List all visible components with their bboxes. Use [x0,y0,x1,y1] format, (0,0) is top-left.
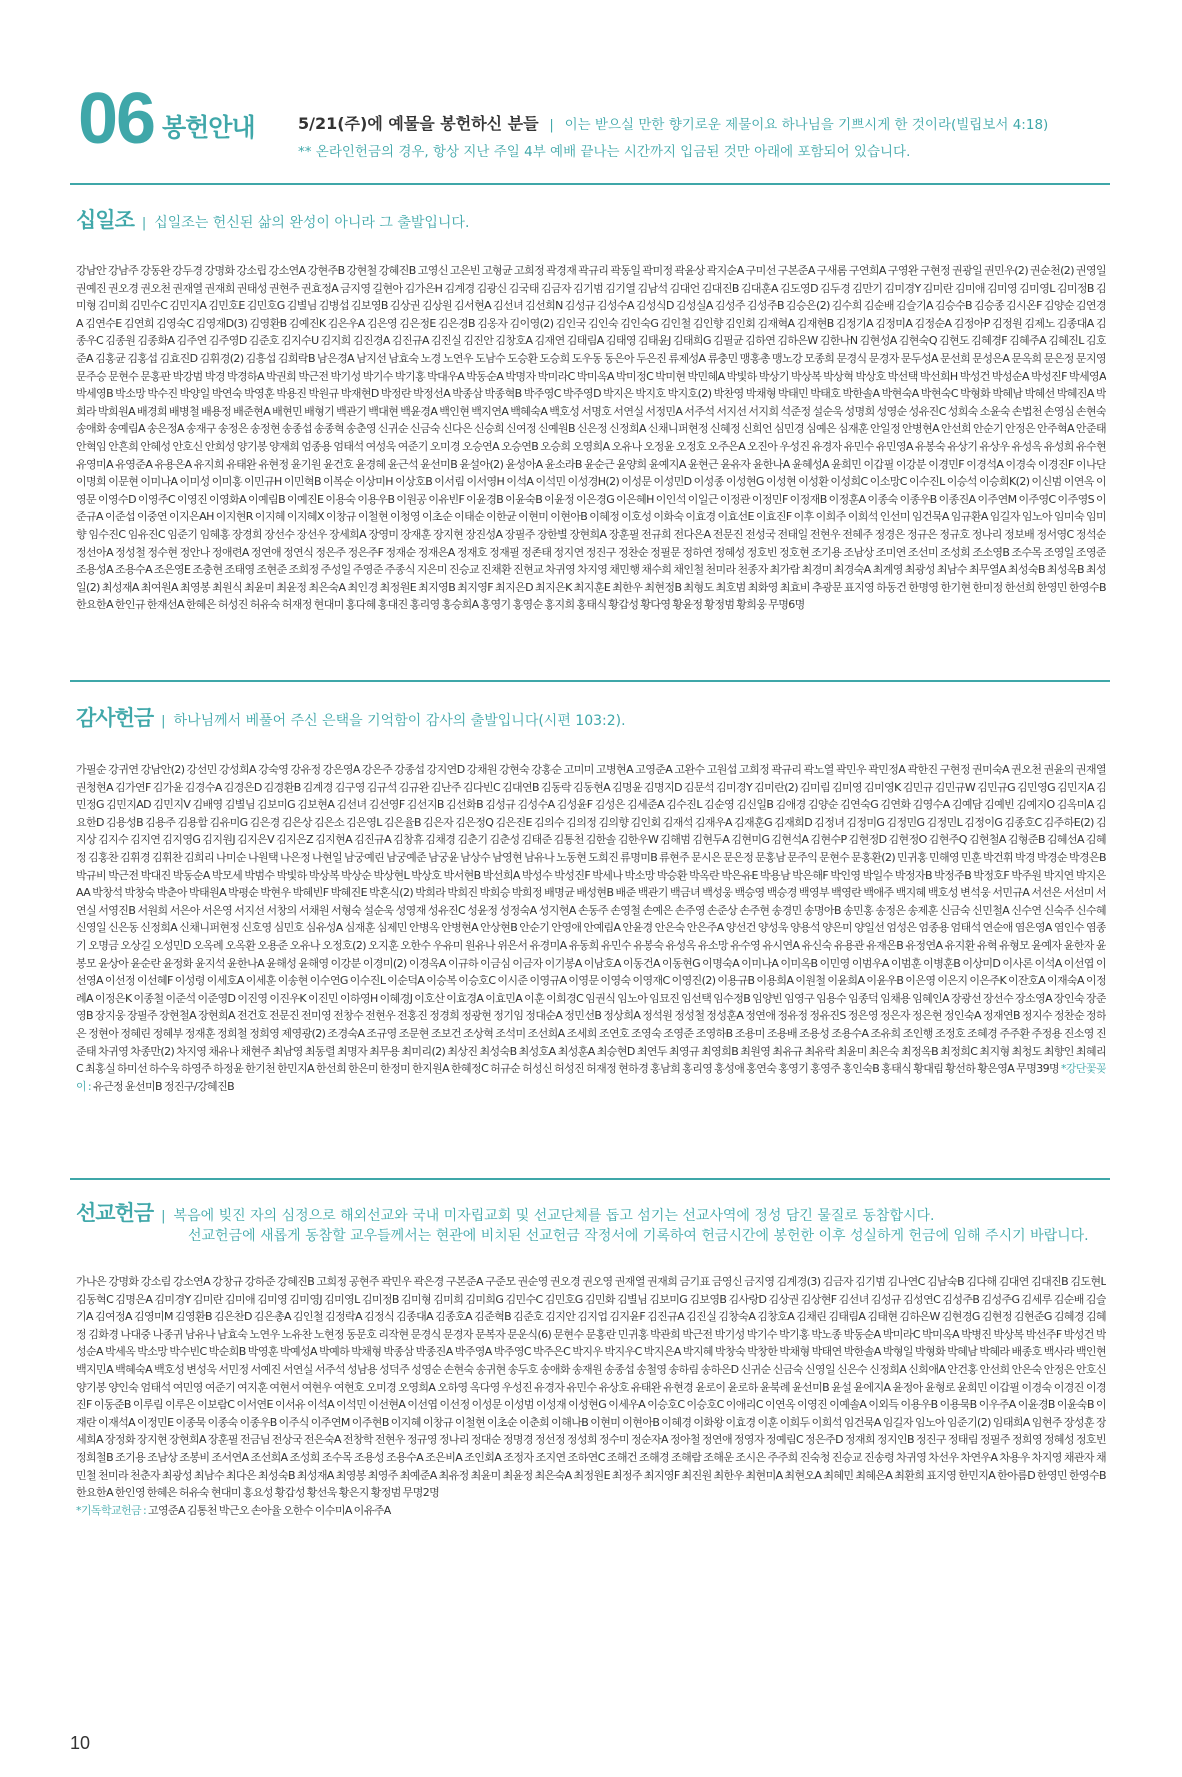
tithe-names: 강남안 강남주 강동완 강두경 강명화 강소립 강소연A 강현주B 강현철 강혜진B 고영신 고은빈 고형균 고희정 곽경재 곽규리 곽동일 곽미정 곽윤상 곽지순A 구미선 구본준A 구새롬 구연희A 구영완 구현정 권광일 권민우(2) 권순천(2) 권영일 권예진 권오경 권오천 권재열 권재희 권태성 권현주 권효정A 금지영 길현아 김가은H 김계경 김광신 김국태 김금자 김기범 김기열 김남석 김대언 김대진B 김대훈A 김도영D 김두경 김만기 김미경Y 김미란 김미애 김미영 김미영L 김미정B 김미형 김미희 김민수C 김민지A 김민호E 김민호G 김별님 김병섭 김보영B 김상권 김상원 김서현A 김선녀 김선희N 김성규 김성수A 김성식D 김성실A 김성주 김성주B 김승은(2) 김수희 김순배 김슬기A 김승수B 김승종 김시온F 김양순 김연경A 김연수E 김연희 김영숙C 김영재D(3) 김영환B 김예진K 김은우A 김은영 김은정E 김은경B 김옹자 김이영(2) 김인국 김인숙 김인숙G 김인철 김인향 김인회 김재혁A 김재현B 김정기A 김정미A 김정순A 김정아P 김정원 김제노 김종대A 김종우C 김종원 김종화A 김주연 김주영D 김준호 김지수U 김지희 김진경A 김진규A 김진실 김진안 김창호A 김재연 김태림A 김태영 김태윤J 김태희G 김필균 김하연 김하은W 김한나N 김현성A 김현숙Q 김현도 김혜경F 김혜주A 김혜진L 김호준A 김홍균 김홍섭 김효진D 김휘경(2) 김흥섭 김희락B 남은경A 남지선 남효숙 노경 노연우 도남수 도승환 도승희 도우동 동은아 두은진 류제성A 류충민 맹홍총 맹노강 모종희 문경식 문경자 문두성A 문선희 문성은A 문옥희 문은정 문지영 문주승 문현수 문홍판 박강범 박경 박경하A 박권희 박근전 박기성 박기수 박기홍 박대우A 박동순A 박명자 박미라C 박미옥A 박미정C 박미현 박민혜A 박빛하 박상기 박상복 박상혁 박상호 박선택 박선희H 박성건 박성순A 박성진F 박세영A 박세영B 박소망 박수진 박양일 박연숙 박영훈 박용진 박원규 박재현D 박정란 박정선A 박종삼 박종혁B 박주영C 박주영D 박지은 박지호 박지호(2) 박찬영 박채형 박태민 박태호 박한솔A 박현숙A 박현숙C 박형화 박혜남 박혜선 박혜진A 박희라 박희원A 배경희 배병철 배용정 배준현A 배현민 배형기 백관기 백대현 백윤경A 백인현 백지연A 백혜숙A 백호성 서명호 서연실 서정민A 서주석 서지선 서지희 석준정 설순욱 성명희 성영순 성유진C 성희숙 소윤숙 손법천 손영심 손현숙 송애화 송예림A 송은정A 송재구 송정은 송정현 송종섭 송종혁 송춘영 신귀순 신금숙 신다은 신승희 신여정 신예원B 신은정 신정희A 신채니퍼현정 신혜정 신희언 심민경 심예은 심재훈 안일정 안병현A 안선희 안순기 안정은 안주혁A 안준태 안혁임 안흔희 안혜성 안호신 안희성 양기봉 양재희 엄종용 엄태석 여성욱 여준기 오미경 오승연A 오승연B 오승희 오영희A 오유나 오정윤 오정호 오주은A 오진아 우성진 유경자 유민수 유민영A 유봉숙 유상기 유상우 유성옥 유성희 유수현 유영미A 유영준A 유용은A 유지희 유태완 유현정 윤기원 윤건호 윤경혜 윤근석 윤선미B 윤설아(2) 윤성아A 윤소라B 윤순근 윤양희 윤예지A 윤현근 윤유자 윤한나A 윤혜성A 윤희민 이갑필 이강분 이경민F 이경석A 이경숙 이경진F 이나단 이명희 이문현 이미나A 이미성 이미홍 이민규H 이민혁B 이복순 이상미H 이상호B 이서림 이서영H 이석A 이석민 이성경H(2) 이성문 이성민D 이성종 이성현G 이성현 이성환 이성희C 이소망C 이수진L 이승석 이승희K(2) 이신범 이연옥 이영문 이영수D 이영주C 이영진 이영화A 이예림B 이예진E 이용숙 이용우B 이원공 이유빈F 이윤경B 이윤숙B 이윤정 이은경G 이은혜H 이인석 이일근 이정관 이정민F 이정재B 이정훈A 이종숙 이종우B 이종진A 이주연M 이주영C 이주영S 이준규A 이준섭 이중연 이지은AH 이지현R 이지혜 이지혜X 이창규 이철현 이청영 이초순 이태순 이한균 이현미 이현아B 이혜정 이호성 이화숙 이효경 이효선E 이효진F 이후 이희주 이희석 인선미 임건묵A 임규환A 임길자 임노아 임미숙 임미향 임수진C 임유진C 임준기 임혜홍 장경희 장선수 장선우 장세희A 장영미 장재훈 장지현 장진성A 장필주 장한별 장현희A 장훈필 전규희 전다은A 전문진 전성국 전태일 전현우 전혜주 정경은 정규은 정규호 정나리 정보배 정서영C 정석순 정선아A 정성철 정수현 정안나 정애련A 정연애 정연식 정은주 정은주F 정재순 정재은A 정재호 정재필 정존태 정지연 정진구 정찬순 정필문 정하연 정혜성 정호빈 정호현 조기용 조남상 조미연 조선미 조성희 조소영B 조수목 조영일 조영준 조용성A 조용수A 조은영E 조충현 조태영 조현준 조희정 주성일 주영준 주종식 지은미 진승교 진채환 진현교 차귀영 차지영 채민행 채수희 채인철 천미라 천종자 최가람 최경미 최경숙A 최계영 최광성 최남수 최무열A 최성숙B 최성옥B 최성일(2) 최성재A 최여원A 최영봉 최원식 최윤미 최윤정 최은숙A 최인경 최정원E 최지영B 최지영F 최지은D 최지은K 최지훈E 최한우 최현정B 최형도 최호범 최화영 최효비 추광문 표지영 하동건 한명영 한기현 한미정 한선희 한영민 한영수B 한요한A 한인규 한재선A 한혜은 허성진 허유숙 허재정 현대미 홍다혜 홍대진 홍리영 홍승희A 홍영기 홍영순 홍지희 홍태식 황갑성 황다영 황윤정 황정범 황희웅 무명6명 [76,264,1106,612]
header-line-1 [298,111,1048,134]
missions-name-list: 가나은 강명화 강소림 강소연A 강창규 강하준 강혜진B 고희정 공현주 곽민우 곽은경 구본준A 구준모 권순영 권오경 권오영 권재열 권재희 금기표 금영신 금지영 김계경(3) 김금자 김기범 김나연C 김남숙B 김다해 김대연 김대진B 김도현L 김동혁C 김명은A 김미경Y 김미란 김미애 김미영 김미영J 김미영L 김미정B 김미형 김미희 김미희G 김민수C 김민호G 김민화 김별님 김보미G 김보영B 김사랑D 김상권 김상현F 김선녀 김성규 김성연C 김성주B 김성주G 김세루 김순배 김슬기A 김여정A 김영미M 김영환B 김은찬D 김은총A 김인철 김정락A 김정식 김종대A 김종호A 김준혁B 김준호 김지안 김지업 김지윤F 김진규A 김진실 김창숙A 김창호A 김채린 김태림A 김태현 김하은W 김현경G 김현정 김현준G 김혜경 김혜정 김화경 나대중 나종귀 남유나 남효숙 노연우 노유찬 노현정 동문호 리작현 문경식 문경자 문복자 문운식(6) 문현수 문홍란 민귀홍 박관희 박근전 박기성 박기수 박기홍 박노종 박동순A 박미라C 박미옥A 박병진 박상복 박선주F 박성건 박성순A 박세옥 박소망 박수빈C 박순희B 박영훈 박예성A 박예하 박채형 박종삼 박종진A 박주영A 박주영C 박주은C 박지우 박지우C 박지은A 박지혜 박창숙 박창한 박채형 박태연 박한솔A 박형일 박형화 박혜남 박혜라 배종호 백사라 백인현 백지민A 백혜숙A 백호성 변성욱 서민정 서예진 서연실 서주석 성남용 성덕주 성영순 손현숙 송귀현 송두호 송애화 송재원 송종섭 송철영 송하림 송하은D 신귀순 신금숙 신영일 신은수 신정희A 신희애A 안건홍 안선희 안은숙 안정은 안호신 양기봉 양인숙 엄태석 여민영 여준기 여지훈 여현서 여현우 여현호 오미경 오영희A 오하영 옥다영 우성진 유경자 유민수 유상호 유태완 유현경 윤로이 윤로하 윤북례 윤선미B 윤설 윤에지A 윤정아 윤형로 윤희민 이갑필 이경숙 이경진 이경진F 이동준B 이루림 이루은 이보람C 이서연E 이서유 이석A 이석민 이선현A 이선엽 이선정 이성문 이성범 이성재 이성현G 이세우A 이승호C 이승호C 이애리C 이연옥 이영진 이예솔A 이외득 이용우B 이용묵B 이우주A 이윤경B 이윤숙B 이재란 이재석A 이정민E 이종묵 이종숙 이종우B 이주식 이주연M 이주현B 이지혜 이창규 이철현 이초순 이춘희 이해나B 이현미 이현아B 이혜경 이화왕 이효경 이훈 이희두 이희석 임건묵A 임길자 임노아 임준기(2) 임태희A 임현주 장성훈 장세희A 장정화 장지현 장현희A 장훈필 전금님 전상국 전은숙A 전창학 전현우 정규영 정나리 정대순 정명경 정선정 정성희 정수미 정순자A 정아철 정연애 정영자 정예림C 정은주D 정재희 정지인B 정진구 정태림 정필주 정희영 정혜성 정호빈 정희철B 조기용 조남상 조봉비 조서연A 조선희A 조성희 조수목 조용성 조용수A 조은비A 조인회A 조정자 조지연 조하연C 조해건 조해경 조해람 조해운 조시은 주주희 진숙청 진승교 진송령 차귀영 차선우 차연우A 차용우 차지영 채관자 채민철 천미라 천춘자 최광성 최남수 최다은 최성숙B 최성재A 최영봉 최영주 최예준A 최유정 최윤미 최윤정 최은숙A 최정원E 최정주 최지영F 최진원 최한우 최현미A 최현오A 최혜민 최혜은A 최환희 표지영 한민지A 한아름D 한영민 한영수B 한요한A 한인영 한혜은 허유숙 현대미 홍요성 황갑성 황선욱 황은지 황정범 무명2명 [76,1275,1106,1500]
flower-note: 유근정 윤선미B 정진구/강혜진B [92,1079,235,1093]
thanks-names [76,761,1106,1161]
flower-note-label: *강단꽃꽂이 : [76,1062,1106,1093]
tithe-heading [76,204,469,234]
missions-description: 복음에 빚진 자의 심정으로 해외선교와 국내 미자립교회 및 선교단체를 돕고 섬기는 선교사역에 정성 담긴 물질로 동참합시다. [173,1208,935,1224]
missions-separator: | [161,1209,166,1224]
divider [70,680,1110,682]
school-note-label: *기독학교헌금 : [76,1503,147,1517]
page-number: 10 [70,1733,91,1753]
thanks-separator: | [161,714,166,729]
missions-names [76,1273,1106,1715]
missions-heading [76,1197,934,1227]
thanks-description: 하나님께서 베풀어 주신 은택을 기억함이 감사의 출발입니다(시편 103:2). [173,713,626,729]
missions-description-2: 선교헌금에 새롭게 동참할 교우들께서는 현관에 비치된 선교헌금 작정서에 기록하여 헌금시간에 봉헌한 이후 성실하게 헌금에 임해 주시기 바랍니다. [188,1228,1089,1244]
tithe-description: 십일조는 헌신된 삶의 완성이 아니라 그 출발입니다. [154,215,470,231]
page-header [78,79,1108,183]
thanks-heading [76,702,626,732]
header-note: ** 온라인헌금의 경우, 항상 지난 주일 4부 예배 끝나는 시간까지 입금된 것만 아래에 포함되어 있습니다. [298,144,911,160]
divider [70,1178,1110,1180]
header-verse: 이는 받으실 만한 향기로운 제물이요 하나님을 기쁘시게 한 것이라(빌립보서 4:18) [564,117,1049,133]
section-title: 봉헌안내 [162,113,255,142]
section-number: 06 [78,79,155,159]
thanks-name-list: 가필순 강귀연 강남안(2) 강선민 강성희A 강숙영 강유정 강은영A 강은주 강종섭 강지연D 강채원 강현숙 강홍순 고미미 고병현A 고영준A 고완수 고원섭 고희정 곽규리 곽노열 곽민우 곽민정A 곽한진 구현정 권미숙A 권오천 권윤의 권재열 권청현A 김가연F 김가윤 김경수A 김경은D 김경환B 김계경 김구영 김규석 김규완 김난주 김다빈C 김대연B 김동락 김동현A 김명윤 김명지D 김문석 김미경Y 김미란(2) 김미림 김미영 김미영K 김민규 김민규W 김민규G 김민영G 김민지A 김민정G 김민지AD 김민지V 김배영 김별님 김보미G 김보현A 김선녀 김선영F 김선지B 김선화B 김성규 김성수A 김성윤F 김성은 김세준A 김수진L 김순영 김신일B 김애경 김양순 김연숙G 김연화 김영수A 김예담 김예빈 김예지O 김옥미A 김요한D 김용성B 김용주 김용함 김유미G 김은경 김은상 김은소 김은영L 김은율B 김은자 김은정Q 김은진E 김의수 김의정 김의향 김인회 김재석 김재우A 김재훈G 김재희D 김정녀 김정미G 김정민G 김정민L 김정이G 김종호C 김주하E(2) 김지상 김지수 김지연 김지영G 김지원J 김지은V 김지은Z 김지현A 김진규A 김창휴 김채경 김춘기 김춘성 김태준 김통천 김한솔 김한우W 김해범 김현두A 김현미G 김현석A 김현수P 김현정D 김현정O 김현주Q 김현철A 김형준B 김혜선A 김혜정 김홍찬 김휘경 김휘찬 김희리 나미순 나원택 나은정 나현일 남궁예린 남궁예준 남궁윤 남상수 남영현 남유나 노동현 도희진 류명미B 류현주 문시은 문은정 문홍남 문주익 문현수 문홍환(2) 민귀홍 민해영 민훈 박건휘 박경 박경순 박경은B 박규비 박근전 박대진 박동순A 박모세 박범수 박빛하 박상복 박상순 박상현L 박상호 박서현B 박선희A 박성수 박성진F 박세나 박소망 박승환 박옥란 박은유E 박용남 박은해F 박인영 박일수 박정자B 박정주B 박정호F 박주원 박지연 박지은AA 박창석 박창숙 박춘아 박태원A 박평순 박현우 박혜빈F 박혜진E 박혼식(2) 박희라 박희진 박희승 박희정 배명균 배성현B 배준 백관기 백금녀 백성웅 백승영 백승경 백영부 백영란 백애주 백지혜 백호성 변석웅 서민규A 서선은 서선미 서연실 서영진B 서원희 서은아 서은영 서지선 서창의 서채원 서형숙 설순욱 성영재 성유진C 성윤정 성정숙A 성지현A 손동주 손영철 손예은 손주영 손준상 손주현 송경민 송명아B 송민홍 송정은 송제훈 신금숙 신민철A 신수연 신숙주 신수혜 신영일 신은동 신정희A 신채니퍼현정 신호영 심민호 심유성A 심재훈 심제민 안병옥 안병현A 안상현B 안순기 안영애 안예림A 안윤경 안은숙 안은주A 양선건 양성욱 양용석 양은미 양일선 엄성은 엄종용 엄태석 연순애 염은영A 염인수 염종기 오명금 오상길 오성민D 오옥례 오옥환 오용준 오유나 오정호(2) 오지훈 오한수 우유미 원유나 위은서 유경미A 유동희 유민수 유봉숙 유성옥 유소망 유수영 유시연A 유신숙 유용관 유재은B 유정연A 유지환 유혁 유형모 윤예자 윤한자 윤봉모 윤상아 윤순란 윤정화 윤지석 윤한나A 윤해성 윤해영 이강분 이경미(2) 이경옥A 이규하 이금심 이금자 이기봉A 이남호A 이동건A 이동현G 이명숙A 이미나A 이미옥B 이민영 이범우A 이범훈 이병훈B 이상미D 이사론 이석A 이선엽 이선영A 이선정 이선혜F 이성령 이세호A 이세훈 이송현 이수연G 이수진L 이순덕A 이승복 이승호C 이시준 이영규A 이영문 이영숙 이영재C 이영진(2) 이용규B 이용희A 이원철 이윤희A 이윤우B 이은영 이은지 이은주K 이잔호A 이재숙A 이정례A 이정은K 이종철 이준석 이준영D 이진영 이진우K 이진민 이하영H 이혜경J 이호산 이효경A 이효민A 이훈 이희경C 임권식 임노아 임묘진 임선택 임수정B 임양빈 임영구 임용수 임종덕 임채용 임혜인A 장광선 장선수 장소영A 장인숙 장준영B 장지웅 장필주 장현철A 장현희A 전건호 전문진 전미영 전창수 전현우 전홍진 정경희 정광현 정기임 정대순A 정민선B 정상희A 정석원 정성철 정성훈A 정연애 정유정 정유진S 정은영 정은자 정은현 정인숙A 정재연B 정지수 정찬순 정하은 정현아 정혜린 정혜부 정재훈 정희철 정희영 제영광(2) 조경숙A 조규영 조문현 조보건 조상혁 조석미 조선희A 조세희 조연호 조영숙 조영준 조영하B 조용미 조용배 조용성 조용수A 조유희 조인행 조정호 조혜경 주주환 주정용 진소영 진준태 차귀영 차종만(2) 차지영 채유나 채현주 최남영 최동렬 최명자 최무용 최미리(2) 최상진 최성숙B 최성호A 최성훈A 최승현D 최연두 최영규 최영희B 최원영 최유규 최유락 최윤미 최은숙 최정옥B 최정희C 최지형 최청도 최향인 최혜리C 최홍실 하미선 하수욱 하영주 하정윤 한기천 한민지A 한선희 한은미 한정미 한지원A 한혜정C 허규순 허성신 허성진 허재정 현하경 홍남희 홍리영 홍성애 홍연숙 홍영기 홍영주 홍인숙B 홍태식 황대림 황선하 황은영A 무명39명 [76,763,1106,1076]
missions-title: 선교헌금 [76,1201,154,1225]
tithe-separator: | [141,216,147,231]
school-note: 고영준A 김통천 박근오 손아율 오한수 이수미A 이유주A [147,1503,391,1517]
divider [70,183,1110,185]
tithe-title: 십일조 [76,208,134,232]
thanks-title: 감사헌금 [76,706,154,730]
header-lead: 5/21(주)에 예물을 봉헌하신 분들 [298,114,539,133]
header-separator: | [549,118,554,133]
